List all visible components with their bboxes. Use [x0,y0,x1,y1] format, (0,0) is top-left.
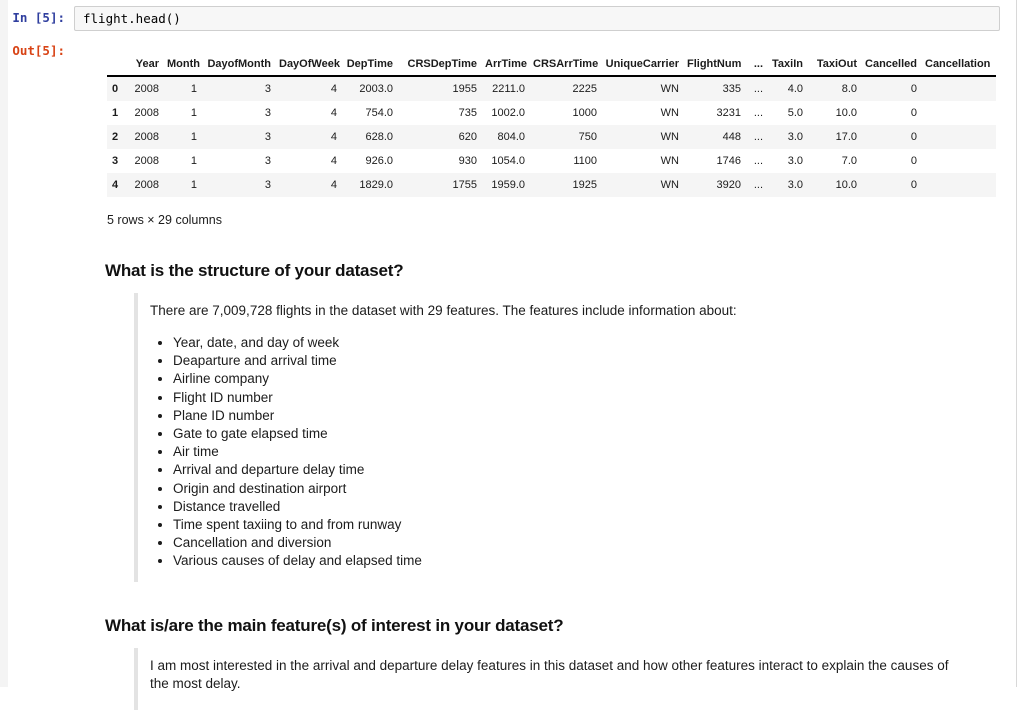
table-cell: 3.0 [787,155,803,167]
feature-item: • Time spent taxiing to and from runway [173,516,1000,534]
row-index: 2 [112,131,119,143]
table-cell: 930 [458,155,477,167]
column-header: Year [129,53,165,76]
column-header: ArrTime [483,53,531,76]
table-cell: 2225 [572,83,597,95]
table-cell: 1925 [572,179,597,191]
code-cell [8,0,1016,31]
table-cell: 2008 [134,179,159,191]
column-header: Cancellation [923,53,996,76]
feature-item: • Year, date, and day of week [173,334,1000,352]
table-cell: 1 [190,107,197,119]
table-cell: 3 [264,107,271,119]
table-cell [923,101,996,125]
output-cell [8,39,1016,227]
table-cell: ... [753,179,763,191]
feature-item: • Arrival and departure delay time [173,461,1000,479]
table-cell: 750 [578,131,597,143]
table-cell: 1000 [572,107,597,119]
dataframe-summary: 5 rows × 29 columns [107,213,222,227]
table-cell: 1054.0 [491,155,525,167]
feature-item: • Various causes of delay and elapsed time [173,552,1000,570]
table-cell: 0 [910,83,917,95]
table-cell: 620 [458,131,477,143]
table-cell: 10.0 [835,107,857,119]
table-cell: 1 [190,83,197,95]
column-header [107,53,129,76]
column-header: ... [747,53,769,76]
table-cell [923,173,996,197]
table-cell: 1 [190,179,197,191]
input-prompt: In [5]: [12,10,65,25]
code-input[interactable] [74,6,1000,31]
table-cell: 3.0 [787,131,803,143]
feature-item: • Air time [173,443,1000,461]
interest-heading: What is/are the main feature(s) of interest in your dataset? [105,615,564,635]
table-cell: WN [660,155,679,167]
table-cell: 3 [264,155,271,167]
markdown-cell-structure [8,261,1016,582]
feature-item: • Origin and destination airport [173,480,1000,498]
dataframe-table [107,53,996,197]
row-index: 0 [112,83,119,95]
table-cell: 3920 [716,179,741,191]
table-cell: 4 [330,131,337,143]
interest-blockquote [134,648,1000,710]
structure-blockquote [134,293,1000,582]
page-left-gutter [0,0,8,687]
table-row [107,76,996,101]
table-cell: 7.0 [841,155,857,167]
table-cell: WN [660,179,679,191]
row-index: 3 [112,155,119,167]
table-cell: 0 [910,107,917,119]
feature-item: • Deaparture and arrival time [173,352,1000,370]
table-cell: 2003.0 [359,83,393,95]
interest-text: I am most interested in the arrival and departure delay features in this dataset and how other features interact to explain the causes of the most delay. [150,657,949,691]
table-cell: 1955 [452,83,477,95]
table-cell [923,125,996,149]
column-header: DayOfWeek [277,53,343,76]
table-cell: 754.0 [365,107,393,119]
table-cell [923,149,996,173]
table-cell: ... [753,155,763,167]
row-index: 4 [112,179,119,191]
table-cell: 1746 [716,155,741,167]
table-cell: 10.0 [835,179,857,191]
structure-intro: There are 7,009,728 flights in the dataset with 29 features. The features include information about: [150,303,737,318]
table-cell [923,76,996,101]
table-cell: 0 [910,155,917,167]
structure-heading: What is the structure of your dataset? [105,261,404,280]
table-row [107,101,996,125]
table-cell: 448 [722,131,741,143]
table-cell: WN [660,107,679,119]
table-cell: WN [660,83,679,95]
table-cell: 628.0 [365,131,393,143]
dataframe-body [107,76,996,197]
column-header: DepTime [343,53,399,76]
table-row [107,125,996,149]
table-cell: 3231 [716,107,741,119]
feature-item: • Distance travelled [173,498,1000,516]
feature-item: • Cancellation and diversion [173,534,1000,552]
table-cell: 1755 [452,179,477,191]
notebook [8,0,1016,710]
table-cell: ... [753,83,763,95]
feature-item: • Flight ID number [173,389,1000,407]
feature-item: • Airline company [173,370,1000,388]
column-header: CRSDepTime [399,53,483,76]
row-index: 1 [112,107,119,119]
table-cell: 3 [264,83,271,95]
table-cell: 1959.0 [491,179,525,191]
table-cell: 2008 [134,131,159,143]
table-cell: 2008 [134,107,159,119]
dataframe-header-row [107,53,996,76]
table-row [107,149,996,173]
feature-item: • Gate to gate elapsed time [173,425,1000,443]
table-cell: 4 [330,155,337,167]
table-cell: 3.0 [787,179,803,191]
table-cell: 5.0 [787,107,803,119]
table-cell: 0 [910,179,917,191]
table-cell: WN [660,131,679,143]
feature-item: • Plane ID number [173,407,1000,425]
table-cell: 1002.0 [491,107,525,119]
column-header: FlightNum [685,53,747,76]
table-cell: 8.0 [841,83,857,95]
table-cell: 17.0 [835,131,857,143]
table-cell: 804.0 [497,131,525,143]
table-cell: 4 [330,179,337,191]
table-cell: 2211.0 [492,83,525,95]
table-cell: 0 [910,131,917,143]
table-cell: 735 [458,107,477,119]
markdown-cell-interest [8,616,1016,710]
features-list [150,334,1000,571]
table-cell: 1829.0 [359,179,393,191]
column-header: CRSArrTime [531,53,603,76]
column-header: TaxiOut [809,53,863,76]
table-cell: 3 [264,131,271,143]
page-right-border [1016,0,1017,687]
table-cell: 2008 [134,83,159,95]
column-header: DayofMonth [203,53,277,76]
column-header: Cancelled [863,53,923,76]
table-cell: 926.0 [365,155,393,167]
table-cell: 4 [330,83,337,95]
table-cell: 2008 [134,155,159,167]
table-cell: 1 [190,155,197,167]
code-text: flight.head() [83,11,181,26]
table-cell: 1 [190,131,197,143]
output-area [74,39,1016,227]
table-cell: 335 [722,83,741,95]
table-row [107,173,996,197]
table-cell: 1100 [573,155,597,167]
table-cell: 3 [264,179,271,191]
table-cell: 4.0 [787,83,803,95]
column-header: TaxiIn [769,53,809,76]
table-cell: ... [753,131,763,143]
column-header: Month [165,53,203,76]
table-cell: ... [753,107,763,119]
table-cell: 4 [330,107,337,119]
column-header: UniqueCarrier [603,53,685,76]
output-prompt: Out[5]: [12,43,65,58]
